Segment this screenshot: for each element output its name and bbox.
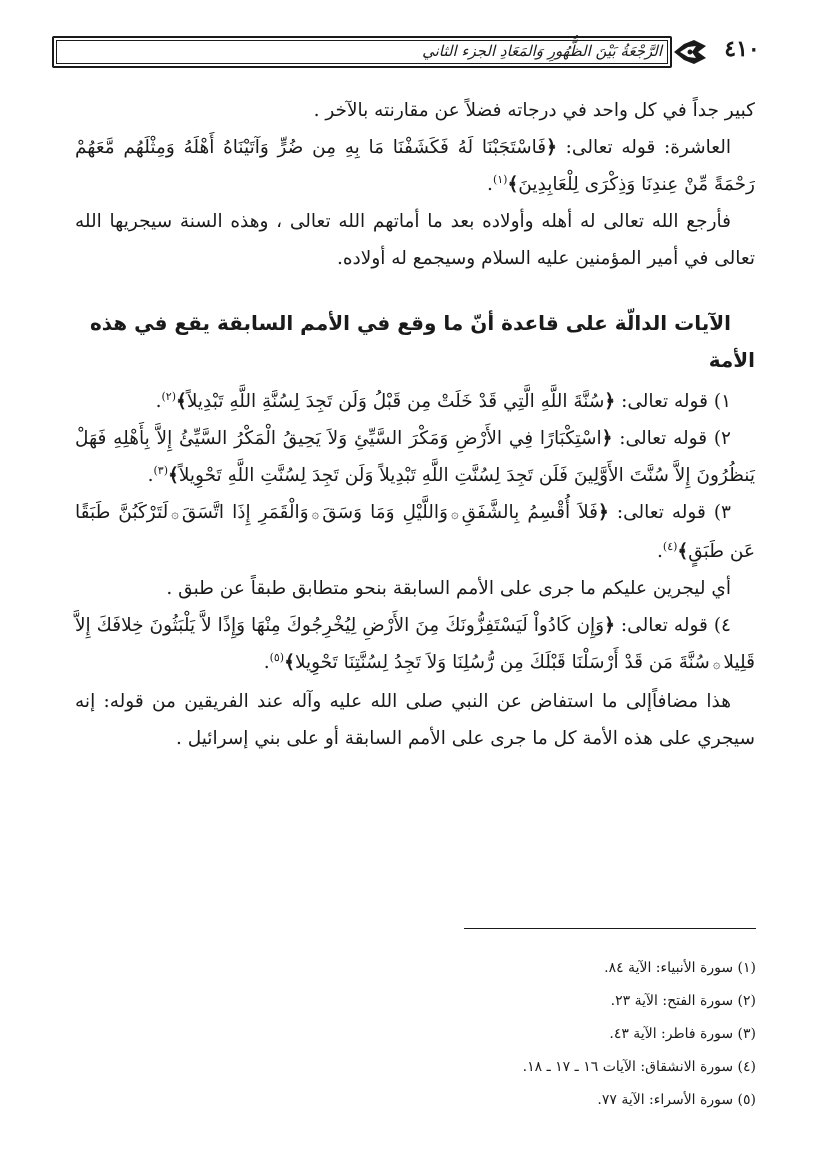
p2-footnote-marker[interactable]: (١) — [492, 172, 508, 186]
footnote-1: (١) سورة الأنبياء: الآية ٨٤. — [604, 960, 756, 976]
paragraph-5: هذا مضافاًإلى ما استفاض عن النبي صلى الله عليه وآله عند الفريقين من قوله: إنه سيجري على هذه الأمة كل ما جرى على الأمم السابقة أو على بني إسرائيل . — [75, 691, 755, 749]
footnote-4: (٤) سورة الانشقاق: الآيات ١٦ ـ ١٧ ـ ١٨. — [522, 1059, 756, 1075]
i3-lead: ٣) قوله تعالى: — [608, 502, 731, 523]
p2-end: . — [487, 174, 493, 195]
main-text — [75, 92, 755, 757]
i4-verse-2: سُنَّةَ مَن قَدْ أَرْسَلْنَا قَبْلَكَ مِن رُّسُلِنَا وَلاَ تَجِدُ لِسُنَّتِنَا تَحْوِيلا — [294, 652, 710, 673]
item-2 — [75, 420, 755, 494]
footnote-divider — [464, 928, 756, 929]
i2-footnote-marker[interactable]: (٣) — [153, 463, 169, 477]
i4-lead: ٤) قوله تعالى: — [614, 615, 731, 636]
footnotes — [400, 952, 756, 1117]
i1-open-bracket: ﴿ — [604, 391, 616, 412]
paragraph-2 — [75, 129, 755, 203]
i2-close-bracket: ﴾ — [168, 465, 179, 486]
i3-verse-2: وَاللَّيْلِ وَمَا وَسَقَ — [322, 502, 448, 523]
i3-close-bracket: ﴾ — [677, 541, 689, 562]
paragraph-1: كبير جداً في كل واحد في درجاته فضلاً عن مقارنته بالآخر . — [313, 100, 755, 121]
i3-verse-3: وَالْقَمَرِ إِذَا اتَّسَقَ — [181, 502, 309, 523]
i1-footnote-marker[interactable]: (٢) — [161, 389, 176, 403]
page-number: ٤١٠ — [724, 36, 760, 62]
i3-end: . — [657, 541, 663, 562]
i2-open-bracket: ﴿ — [601, 428, 613, 449]
i3-verse-1: فَلاَ أُقْسِمُ بِالشَّفَقِ — [461, 502, 599, 523]
page-header — [52, 30, 772, 72]
item-4 — [75, 607, 755, 683]
verse-separator-icon: ۞ — [171, 507, 179, 522]
i4-end: . — [263, 652, 270, 673]
paragraph-4: أي ليجرين عليكم ما جرى على الأمم السابقة بنحو متطابق طبقاً عن طبق . — [166, 578, 731, 599]
i4-close-bracket: ﴾ — [284, 652, 295, 673]
footnote-3: (٣) سورة فاطر: الآية ٤٣. — [609, 1026, 756, 1042]
i1-verse: سُنَّةَ اللَّهِ الَّتِي قَدْ خَلَتْ مِن قَبْلُ وَلَن تَجِدَ لِسُنَّةِ اللَّهِ تَبْدِيلاً — [186, 391, 605, 412]
i1-lead: ١) قوله تعالى: — [615, 391, 731, 412]
i3-open-bracket: ﴿ — [598, 502, 609, 523]
i2-end: . — [147, 465, 154, 486]
verse-separator-icon: ۞ — [311, 507, 320, 522]
i1-close-bracket: ﴾ — [176, 391, 187, 412]
p2-close-bracket: ﴾ — [507, 174, 519, 195]
i1-end: . — [155, 391, 162, 412]
verse-separator-icon: ۞ — [450, 507, 459, 522]
item-3 — [75, 494, 755, 570]
footnote-5: (٥) سورة الأسراء: الآية ٧٧. — [597, 1092, 756, 1108]
paragraph-3: فأرجع الله تعالى له أهله وأولاده بعد ما أماتهم الله تعالى ، وهذه السنة سيجريها الله تعالى في أمير المؤمنين عليه السلام وسيجمع له أولاده. — [75, 211, 755, 269]
item-1 — [75, 383, 755, 420]
i2-verse: اسْتِكْبَارًا فِي الأَرْضِ وَمَكْرَ السَّيِّئِ وَلاَ يَحِيقُ الْمَكْرُ السَّيِّئُ إِلاَّ بِأَهْلِهِ فَهَلْ يَنظُرُونَ إِلاَّ سُنَّتَ الأَوَّلِينَ فَلَن تَجِدَ لِسُنَّتِ اللَّهِ تَبْدِيلاً وَلَن تَجِدَ لِسُنَّتِ اللَّهِ تَحْوِيلاً — [75, 428, 755, 486]
p2-lead: العاشرة: قوله تعالى: — [556, 137, 731, 158]
verse-separator-icon: ۞ — [712, 657, 721, 672]
i4-verse-1: وَإِن كَادُواْ لَيَسْتَفِزُّونَكَ مِنَ الأَرْضِ لِيُخْرِجُوكَ مِنْهَا وَإِذًا لاَّ يَلْبَثُونَ خِلافَكَ إِلاَّ قَلِيلا — [75, 615, 755, 673]
i4-footnote-marker[interactable]: (٥) — [269, 650, 285, 664]
i3-footnote-marker[interactable]: (٤) — [662, 539, 678, 553]
ornament-icon — [672, 34, 708, 70]
footnote-2: (٢) سورة الفتح: الآية ٢٣. — [610, 993, 756, 1009]
p2-open-bracket: ﴿ — [546, 137, 557, 158]
section-heading: الآيات الدالّة على قاعدة أنّ ما وقع في الأمم السابقة يقع في هذه الأمة — [89, 311, 755, 372]
i3-verse-4: لَتَرْكَبُنَّ طَبَقًا عَن طَبَقٍ — [75, 502, 755, 562]
p2-verse: فَاسْتَجَبْنَا لَهُ فَكَشَفْنَا مَا بِهِ مِن ضُرٍّ وَآتَيْنَاهُ أَهْلَهُ وَمِثْلَهُم مَّعَهُمْ رَحْمَةً مِّنْ عِندِنَا وَذِكْرَى لِلْعَابِدِينَ — [75, 137, 755, 195]
i2-lead: ٢) قوله تعالى: — [612, 428, 731, 449]
running-title: الرَّجْعَةُ بَيْنَ الظُّهُورِ وَالمَعَادِ الجزء الثاني — [422, 42, 662, 60]
i4-open-bracket: ﴿ — [604, 615, 615, 636]
